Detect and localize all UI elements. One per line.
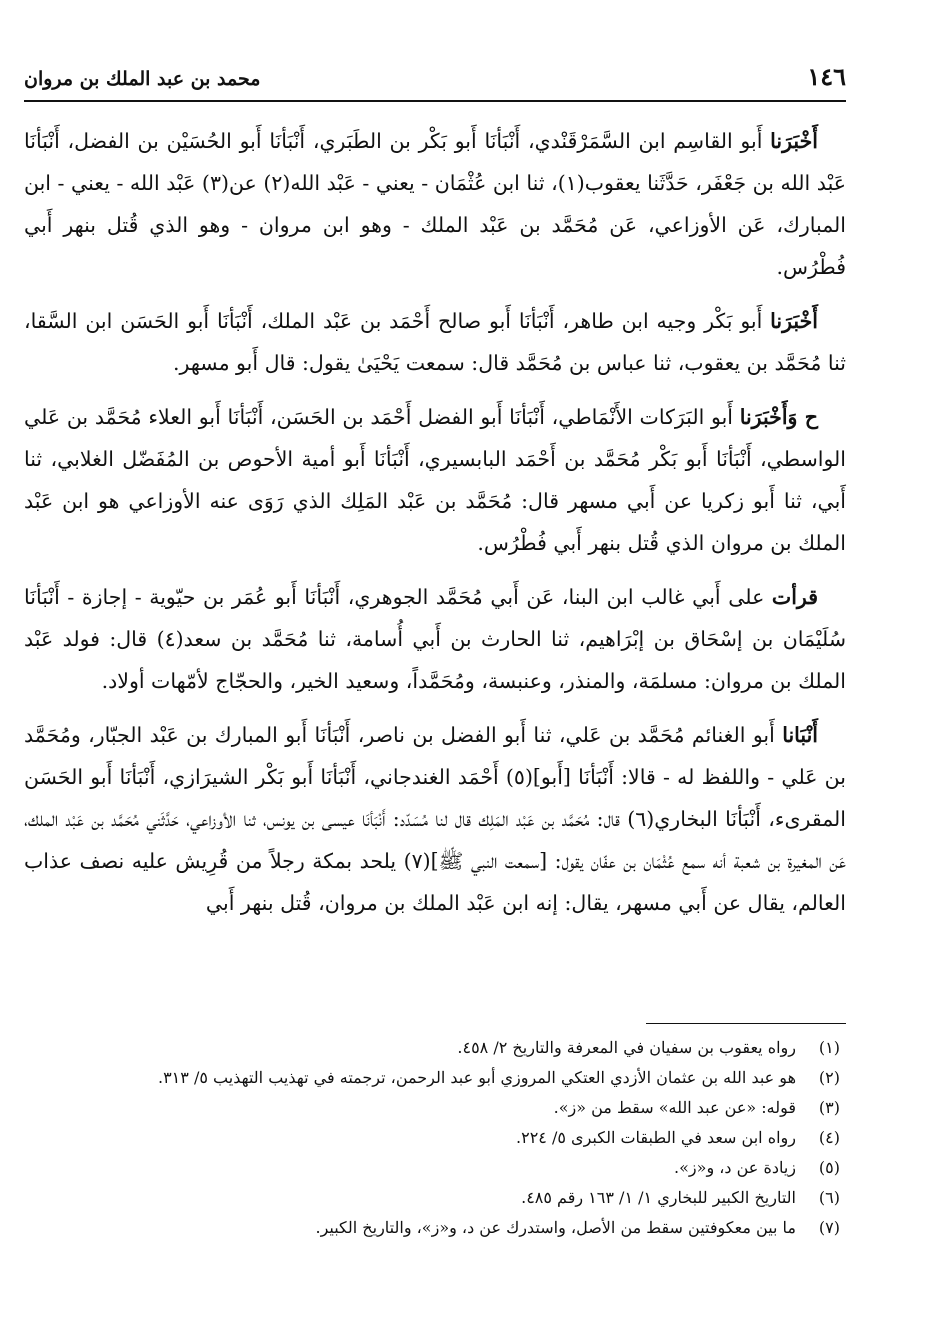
footnote (24, 1213, 846, 1243)
footnote-number: (٥) (818, 1158, 840, 1177)
footnote-number: (٧) (818, 1218, 840, 1237)
header-rule (24, 100, 846, 102)
footnote-number: (٣) (818, 1098, 840, 1117)
paragraph (24, 714, 846, 924)
footnote (24, 1033, 846, 1063)
paragraph-keyword: أَنْبَانا (782, 723, 818, 747)
footnote-separator (646, 1023, 846, 1024)
footnote (24, 1063, 846, 1093)
paragraph-keyword: ح وَأَخْبَرَنا (739, 405, 819, 429)
running-title: محمد بن عبد الملك بن مروان (24, 68, 261, 90)
footnote (24, 1153, 846, 1183)
paragraph-text: أَبو الغنائم مُحَمَّد بن عَلي، ثنا أَبو الفضل بن ناصر، أَنْبَأنَا أَبو المبارك بن عَبْد الجبّار، ومُحَمَّد بن عَلي - واللفظ له - قالا: أَنْبَأنَا [أَبو](٥) أَحْمَد الغندجاني، أَنْبَأنَا أَبو بَكْر الشيرَازي، أَنْبَأنَا أَبو الحَسَن المقرىء، أَنْبَأنَا البخاري(٦) قال: مُحَمَّد بن عَبْد المَلِك قال لنا مُسَدّد: أَنْبَأنَا عيسى بن يونس، ثنا الأوزاعي، حَدَّثَني مُحَمَّد بن عَبْد الملك، عَن المغيرة بن شعبة أنه سمع عُثْمَان بن عفّان يقول: [سمعت النبي ﷺ](٧) يلحد بمكة رجلاً من قُرِيش عليه نصف عذاب العالم، يقال عن أَبي مسهر، يقال: إنه ابن عَبْد الملك بن مروان، قُتل بنهر أَبي (24, 723, 846, 915)
paragraph-text: على أَبي غالب ابن البنا، عَن أَبي مُحَمَّد الجوهري، أَنْبَأنَا أَبو عُمَر بن حيّوية - إجازة - أَنْبَأنَا سُلَيْمَان بن إسْحَاق بن إبْرَاهيم، ثنا الحارث بن أَبي أُسامة، ثنا مُحَمَّد بن سعد(٤) قال: فولد عَبْد الملك بن مروان: مسلمَة، والمنذر، وعنبسة، ومُحَمَّداً، وسعيد الخير، والحجّاج لأمّهات أولاد. (24, 585, 847, 693)
footnote-number: (٢) (818, 1068, 840, 1087)
footnote-text: زيادة عن د، و«ز». (674, 1158, 796, 1177)
footnote (24, 1123, 846, 1153)
footnote (24, 1183, 846, 1213)
paragraph-text: أَبو القاسِم ابن السَّمَرْقَنْدي، أَنْبَأنَا أَبو بَكْر بن الطَبَري، أَنْبَأنَا أَبو الحُسَيْن بن الفضل، أَنْبَأنَا عَبْد الله بن جَعْفَر، حَدَّثَنا يعقوب(١)، ثنا ابن عُثْمَان - يعني - عَبْد الله(٢) عن(٣) عَبْد الله - يعني - ابن المبارك، عَن الأوزاعي، عَن مُحَمَّد بن عَبْد الملك - وهو ابن مروان - وهو الذي قُتل بنهر أَبي فُطْرُس. (24, 129, 846, 279)
footnote-text: التاريخ الكبير للبخاري ١/ ١/ ١٦٣ رقم ٤٨٥. (521, 1188, 796, 1207)
paragraph-keyword: قرأت (771, 585, 818, 609)
paragraph-text: أَبو بَكْر وجيه ابن طاهر، أَنْبَأنَا أَبو صالح أَحْمَد بن عَبْد الملك، أَنْبَأنَا أَبو الحَسَن ابن السَّقا، ثنا مُحَمَّد بن يعقوب، ثنا عباس بن مُحَمَّد قال: سمعت يَحْيَىٰ يقول: قال أَبو مسهر. (24, 309, 846, 375)
main-text (24, 120, 846, 936)
paragraph-keyword: أَخْبَرَنا (770, 129, 818, 153)
paragraph (24, 120, 846, 288)
footnote-number: (١) (818, 1038, 840, 1057)
footnote (24, 1093, 846, 1123)
page-number: ١٤٦ (807, 62, 846, 91)
page-header (24, 58, 846, 98)
paragraph-text: أَبو البَرَكات الأَنْمَاطي، أَنْبَأنَا أَبو الفضل أَحْمَد بن الحَسَن، أَنْبَأنَا أَبو العلاء مُحَمَّد بن عَلي الواسطي، أَنْبَأنَا أَبو بَكْر مُحَمَّد بن أَحْمَد البابسيري، أَنْبَأنَا أَبو أمية الأحوص بن المُفَضّل الغلابي، ثنا أَبي، ثنا أَبو زكريا عن أَبي مسهر قال: مُحَمَّد بن عَبْد المَلِك الذي رَوَى عنه الأوزاعي هو ابن عَبْد الملك بن مروان الذي قُتل بنهر أَبي فُطْرُس. (24, 405, 846, 555)
paragraph (24, 576, 846, 702)
footnote-number: (٦) (818, 1188, 840, 1207)
paragraph (24, 300, 846, 384)
footnote-text: قوله: «عن عبد الله» سقط من «ز». (553, 1098, 796, 1117)
footnote-text: هو عبد الله بن عثمان الأزدي العتكي المروزي أبو عبد الرحمن، ترجمته في تهذيب التهذيب ٥/ ٣١٣. (157, 1068, 796, 1087)
paragraph (24, 396, 846, 564)
footnotes (24, 1033, 846, 1243)
paragraph-keyword: أَخْبَرَنا (770, 309, 818, 333)
footnote-number: (٤) (818, 1128, 840, 1147)
footnote-text: رواه يعقوب بن سفيان في المعرفة والتاريخ ٢/ ٤٥٨. (457, 1038, 796, 1057)
footnote-text: ما بين معكوفتين سقط من الأصل، واستدرك عن د، و«ز»، والتاريخ الكبير. (315, 1218, 796, 1237)
footnote-text: رواه ابن سعد في الطبقات الكبرى ٥/ ٢٢٤. (516, 1128, 796, 1147)
